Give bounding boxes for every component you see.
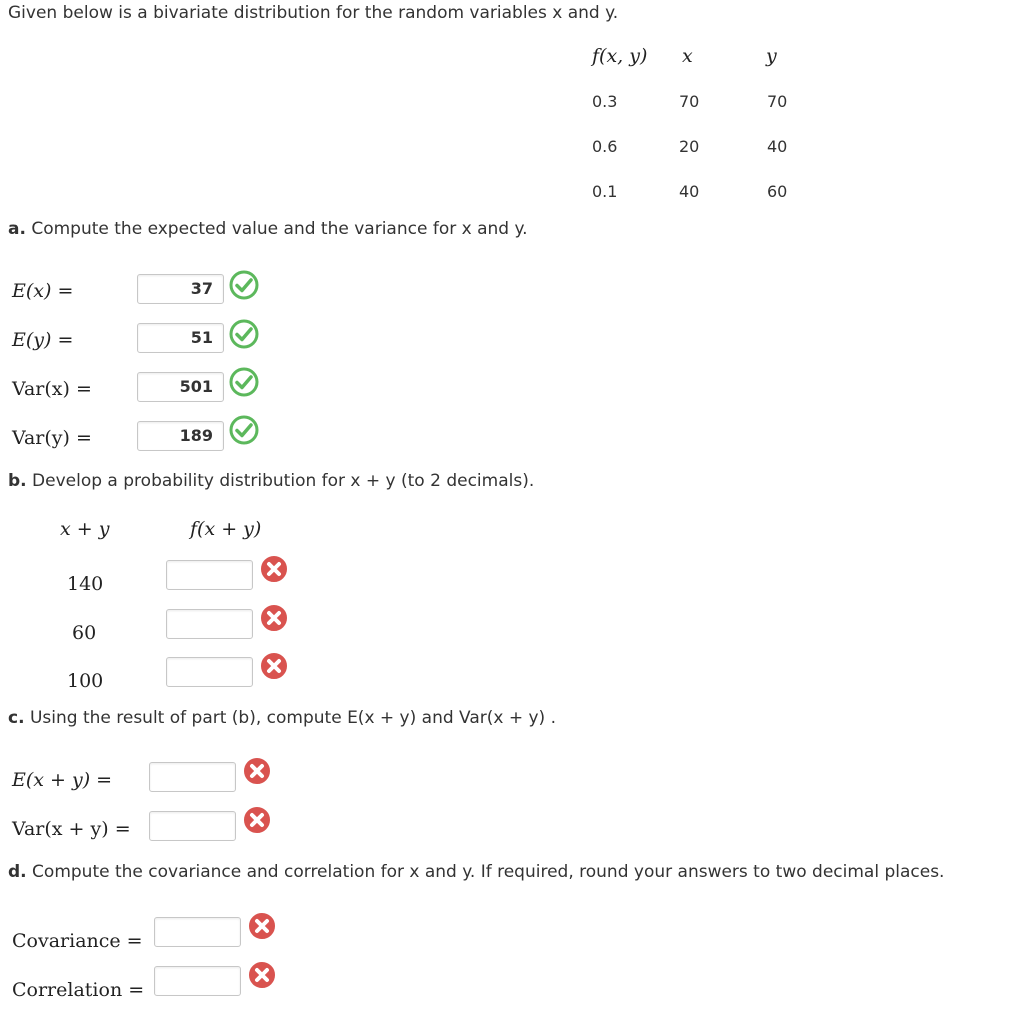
exy-label: E(x + y) = bbox=[12, 769, 113, 791]
vary-input[interactable]: 189 bbox=[137, 421, 224, 451]
table-cell: 60 bbox=[767, 182, 788, 201]
varxy-label: Var(x + y) = bbox=[12, 818, 131, 840]
varxy-input[interactable] bbox=[149, 811, 236, 841]
table-header-y: y bbox=[766, 45, 777, 67]
col-header-fsum: f(x + y) bbox=[190, 518, 262, 540]
x-circle-icon bbox=[242, 756, 272, 786]
x-circle-icon bbox=[259, 603, 289, 633]
covariance-input[interactable] bbox=[154, 917, 241, 947]
x-circle-icon bbox=[242, 805, 272, 835]
correlation-label: Correlation = bbox=[12, 979, 145, 1001]
table-header-fxy: f(x, y) bbox=[592, 45, 648, 67]
table-cell: 0.3 bbox=[592, 92, 618, 111]
vary-label: Var(y) = bbox=[12, 427, 92, 449]
col-header-sum: x + y bbox=[60, 518, 110, 540]
x-circle-icon bbox=[247, 911, 277, 941]
table-header-x: x bbox=[682, 45, 693, 67]
sum-value: 100 bbox=[67, 670, 104, 692]
check-circle-icon bbox=[229, 270, 259, 300]
table-cell: 0.6 bbox=[592, 137, 618, 156]
ey-label: E(y) = bbox=[12, 329, 74, 351]
x-circle-icon bbox=[259, 554, 289, 584]
covariance-label: Covariance = bbox=[12, 930, 143, 952]
check-circle-icon bbox=[229, 415, 259, 445]
table-cell: 70 bbox=[767, 92, 788, 111]
part-a-prompt: a. Compute the expected value and the variance for x and y. bbox=[8, 219, 528, 239]
check-circle-icon bbox=[229, 367, 259, 397]
part-c-prompt: c. Using the result of part (b), compute E(x + y) and Var(x + y) . bbox=[8, 708, 556, 728]
fsum-input-100[interactable] bbox=[166, 657, 253, 687]
sum-value: 140 bbox=[67, 573, 104, 595]
ex-input[interactable]: 37 bbox=[137, 274, 224, 304]
part-b-prompt: b. Develop a probability distribution for x + y (to 2 decimals). bbox=[8, 471, 535, 491]
check-circle-icon bbox=[229, 319, 259, 349]
part-d-prompt: d. Compute the covariance and correlation for x and y. If required, round your answers to two decimal places. bbox=[8, 862, 945, 882]
table-cell: 40 bbox=[767, 137, 788, 156]
table-cell: 40 bbox=[679, 182, 700, 201]
table-cell: 20 bbox=[679, 137, 700, 156]
x-circle-icon bbox=[259, 651, 289, 681]
x-circle-icon bbox=[247, 960, 277, 990]
varx-label: Var(x) = bbox=[12, 378, 92, 400]
intro-text: Given below is a bivariate distribution for the random variables x and y. bbox=[8, 3, 619, 23]
ex-label: E(x) = bbox=[12, 280, 74, 302]
correlation-input[interactable] bbox=[154, 966, 241, 996]
sum-value: 60 bbox=[72, 622, 97, 644]
table-cell: 70 bbox=[679, 92, 700, 111]
fsum-input-140[interactable] bbox=[166, 560, 253, 590]
ey-input[interactable]: 51 bbox=[137, 323, 224, 353]
varx-input[interactable]: 501 bbox=[137, 372, 224, 402]
table-cell: 0.1 bbox=[592, 182, 618, 201]
exy-input[interactable] bbox=[149, 762, 236, 792]
fsum-input-60[interactable] bbox=[166, 609, 253, 639]
